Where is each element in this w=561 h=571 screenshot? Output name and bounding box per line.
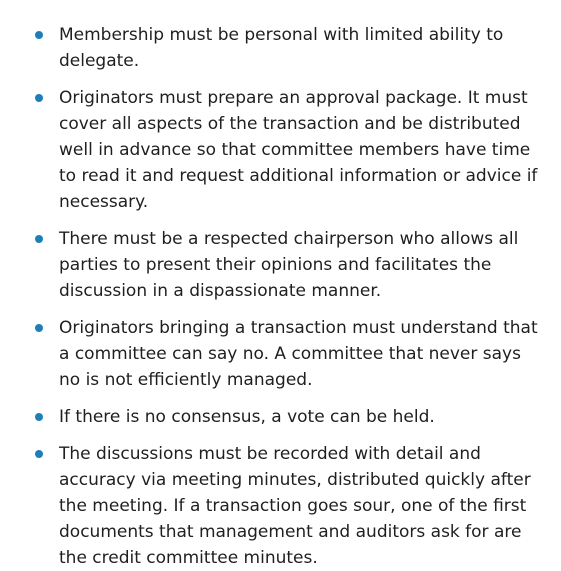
list-item-text: There must be a respected chairperson who allows all parties to present their opinions and facilitates the discussion in a dispassionate manner. xyxy=(59,229,519,301)
bullet-dot-icon xyxy=(35,94,43,102)
list-item xyxy=(0,441,561,571)
list-item xyxy=(0,226,561,304)
list-item-text: Originators must prepare an approval package. It must cover all aspects of the transaction and be distributed well in advance so that committee members have time to read it and request additional information or advice if necessary. xyxy=(59,88,538,212)
list-item-text: Membership must be personal with limited ability to delegate. xyxy=(59,25,504,71)
bullet-dot-icon xyxy=(35,450,43,458)
bullet-dot-icon xyxy=(35,324,43,332)
bullet-dot-icon xyxy=(35,31,43,39)
list-item xyxy=(0,315,561,393)
list-item xyxy=(0,85,561,215)
bullet-dot-icon xyxy=(35,235,43,243)
list-item-text: If there is no consensus, a vote can be held. xyxy=(59,407,435,427)
list-item xyxy=(0,22,561,74)
list-item-text: Originators bringing a transaction must understand that a committee can say no. A committee that never says no is not efficiently managed. xyxy=(59,318,538,390)
list-item xyxy=(0,404,561,430)
bullet-dot-icon xyxy=(35,413,43,421)
list-item-text: The discussions must be recorded with detail and accuracy via meeting minutes, distributed quickly after the meeting. If a transaction goes sour, one of the first documents that management and auditors ask for are the credit committee minutes. xyxy=(59,444,531,568)
